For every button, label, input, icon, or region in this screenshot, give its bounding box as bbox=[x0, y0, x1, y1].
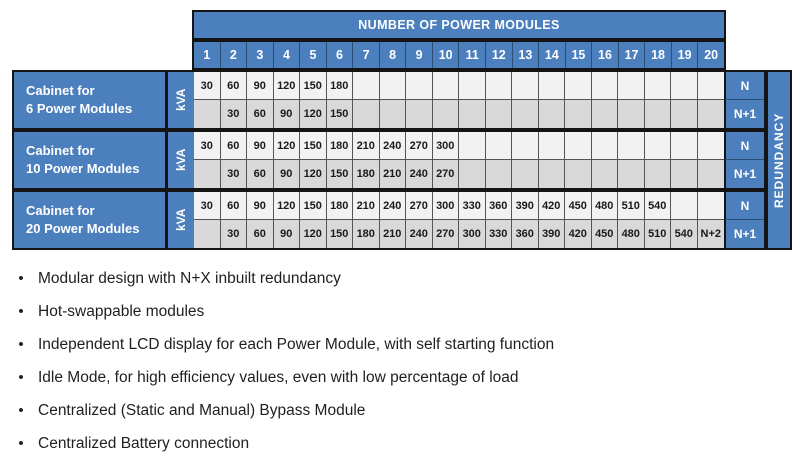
kva-value-cell bbox=[671, 132, 698, 160]
list-item bbox=[10, 394, 792, 427]
bullet-icon: • bbox=[18, 270, 24, 287]
table-header: NUMBER OF POWER MODULES bbox=[192, 10, 726, 40]
kva-value-cell: 120 bbox=[274, 72, 301, 100]
kva-value-cell bbox=[671, 192, 698, 220]
kva-value-cell bbox=[645, 132, 672, 160]
kva-value-cell bbox=[618, 72, 645, 100]
kva-value-cell: 270 bbox=[406, 192, 433, 220]
column-header: 16 bbox=[592, 42, 619, 68]
kva-value-cell bbox=[565, 72, 592, 100]
kva-value-cell: 330 bbox=[459, 192, 486, 220]
kva-value-cell: 240 bbox=[406, 160, 433, 188]
kva-value-cell bbox=[645, 100, 672, 128]
kva-unit-label: kVA bbox=[166, 192, 194, 248]
kva-value-cell bbox=[671, 100, 698, 128]
column-header: 12 bbox=[486, 42, 513, 68]
kva-value-cell bbox=[512, 100, 539, 128]
kva-value-cell: 540 bbox=[671, 220, 698, 248]
list-item bbox=[10, 361, 792, 394]
kva-value-cell bbox=[671, 160, 698, 188]
kva-value-cell: 120 bbox=[274, 192, 301, 220]
bullet-icon: • bbox=[18, 303, 24, 320]
kva-value-cell bbox=[592, 100, 619, 128]
kva-value-cell: 480 bbox=[618, 220, 645, 248]
kva-value-cell: 150 bbox=[300, 192, 327, 220]
kva-value-cell bbox=[486, 100, 513, 128]
kva-value-cell: 30 bbox=[221, 100, 248, 128]
kva-value-cell bbox=[353, 100, 380, 128]
kva-value-cell: 90 bbox=[274, 100, 301, 128]
feature-text: Modular design with N+X inbuilt redundancy bbox=[38, 269, 341, 287]
cabinet-label-line1: Cabinet for bbox=[26, 143, 95, 158]
cabinet-group bbox=[12, 70, 766, 130]
kva-value-cell: 510 bbox=[618, 192, 645, 220]
kva-value-cell bbox=[380, 100, 407, 128]
kva-value-cell: 30 bbox=[221, 160, 248, 188]
redundancy-cell: N bbox=[724, 132, 764, 160]
column-header: 20 bbox=[704, 48, 719, 62]
kva-value-cell bbox=[592, 160, 619, 188]
kva-value-cell: 420 bbox=[565, 220, 592, 248]
cabinet-label-line2: 6 Power Modules bbox=[26, 101, 133, 116]
kva-value-cell: 210 bbox=[380, 220, 407, 248]
kva-value-cell: 120 bbox=[300, 160, 327, 188]
kva-value-cell bbox=[512, 132, 539, 160]
kva-value-cell bbox=[433, 72, 460, 100]
kva-value-cell: 270 bbox=[433, 160, 460, 188]
kva-value-cell: 450 bbox=[592, 220, 619, 248]
kva-value-cell: 330 bbox=[486, 220, 513, 248]
bullet-icon: • bbox=[18, 435, 24, 452]
kva-value-cell: 210 bbox=[353, 192, 380, 220]
kva-value-cell: 120 bbox=[274, 132, 301, 160]
table-body bbox=[12, 70, 766, 250]
kva-value-cell bbox=[459, 132, 486, 160]
bullet-icon: • bbox=[18, 369, 24, 386]
kva-value-cell: 210 bbox=[380, 160, 407, 188]
kva-value-cell bbox=[539, 160, 566, 188]
kva-value-cell: 60 bbox=[247, 220, 274, 248]
feature-text: Hot-swappable modules bbox=[38, 302, 205, 320]
kva-value-cell bbox=[539, 100, 566, 128]
kva-value-cell bbox=[486, 72, 513, 100]
kva-value-cell: 180 bbox=[353, 220, 380, 248]
kva-value-cell bbox=[194, 220, 221, 248]
kva-value-cell: 510 bbox=[645, 220, 672, 248]
kva-value-cell: 150 bbox=[300, 132, 327, 160]
kva-value-cell: 240 bbox=[406, 220, 433, 248]
cabinet-label-line1: Cabinet for bbox=[26, 83, 95, 98]
kva-value-cell: 30 bbox=[221, 220, 248, 248]
column-header: 6 bbox=[327, 42, 354, 68]
cabinet-group bbox=[12, 130, 766, 190]
kva-value-cell: 90 bbox=[247, 132, 274, 160]
kva-value-cell: 90 bbox=[247, 192, 274, 220]
kva-unit-label: kVA bbox=[166, 132, 194, 188]
column-header: 2 bbox=[221, 42, 248, 68]
kva-value-cell: 540 bbox=[645, 192, 672, 220]
column-header: 5 bbox=[300, 42, 327, 68]
kva-value-cell: 240 bbox=[380, 192, 407, 220]
list-item bbox=[10, 295, 792, 328]
kva-value-cell: N+2 bbox=[698, 220, 725, 248]
kva-value-cell bbox=[618, 160, 645, 188]
column-header: 14 bbox=[539, 42, 566, 68]
kva-value-cell bbox=[486, 160, 513, 188]
kva-value-cell: 300 bbox=[433, 192, 460, 220]
kva-value-cell bbox=[645, 72, 672, 100]
kva-value-cell: 180 bbox=[327, 72, 354, 100]
kva-value-cell bbox=[512, 72, 539, 100]
feature-text: Idle Mode, for high efficiency values, even with low percentage of load bbox=[38, 368, 519, 386]
bullet-icon: • bbox=[18, 402, 24, 419]
column-header: 7 bbox=[353, 42, 380, 68]
kva-value-cell bbox=[645, 160, 672, 188]
cabinet-label bbox=[14, 192, 166, 248]
kva-value-cell bbox=[698, 100, 725, 128]
kva-value-cell: 390 bbox=[539, 220, 566, 248]
column-header: 11 bbox=[459, 42, 486, 68]
kva-value-cell: 270 bbox=[433, 220, 460, 248]
column-header: 15 bbox=[566, 42, 593, 68]
kva-value-cell bbox=[565, 100, 592, 128]
list-item bbox=[10, 328, 792, 361]
kva-value-cell: 180 bbox=[327, 132, 354, 160]
kva-value-cell: 90 bbox=[274, 220, 301, 248]
kva-value-cell bbox=[592, 72, 619, 100]
kva-value-cell bbox=[565, 160, 592, 188]
feature-text: Centralized (Static and Manual) Bypass Module bbox=[38, 401, 366, 419]
kva-value-cell bbox=[618, 100, 645, 128]
column-header: 3 bbox=[247, 42, 274, 68]
kva-value-cell bbox=[698, 132, 725, 160]
redundancy-cell: N+1 bbox=[724, 160, 764, 188]
redundancy-column-label: REDUNDANCY bbox=[766, 70, 792, 250]
kva-value-cell bbox=[698, 160, 725, 188]
kva-value-cell: 150 bbox=[300, 72, 327, 100]
kva-value-cell: 60 bbox=[221, 192, 248, 220]
kva-value-cell bbox=[353, 72, 380, 100]
cabinet-label-line2: 20 Power Modules bbox=[26, 221, 140, 236]
kva-value-cell bbox=[459, 100, 486, 128]
list-item bbox=[10, 262, 792, 295]
kva-value-cell bbox=[698, 72, 725, 100]
redundancy-cell: N+1 bbox=[724, 220, 764, 248]
kva-value-cell bbox=[539, 132, 566, 160]
number-columns-row bbox=[192, 40, 726, 70]
kva-value-cell bbox=[592, 132, 619, 160]
column-header: 8 bbox=[380, 42, 407, 68]
kva-value-cell bbox=[512, 160, 539, 188]
kva-value-cell bbox=[406, 72, 433, 100]
column-header: 13 bbox=[513, 42, 540, 68]
kva-value-cell bbox=[459, 160, 486, 188]
list-item bbox=[10, 427, 792, 460]
kva-value-cell bbox=[459, 72, 486, 100]
kva-value-cell bbox=[565, 132, 592, 160]
kva-value-cell: 480 bbox=[592, 192, 619, 220]
kva-value-cell bbox=[671, 72, 698, 100]
column-header: 19 bbox=[672, 42, 699, 68]
kva-value-cell: 30 bbox=[194, 192, 221, 220]
column-header: 18 bbox=[645, 42, 672, 68]
kva-value-cell: 240 bbox=[380, 132, 407, 160]
kva-value-cell bbox=[406, 100, 433, 128]
kva-value-cell: 300 bbox=[459, 220, 486, 248]
kva-value-cell bbox=[433, 100, 460, 128]
column-header: 17 bbox=[619, 42, 646, 68]
kva-value-cell bbox=[486, 132, 513, 160]
feature-text: Centralized Battery connection bbox=[38, 434, 250, 452]
kva-value-cell: 60 bbox=[247, 100, 274, 128]
kva-value-cell bbox=[380, 72, 407, 100]
redundancy-cell: N+1 bbox=[724, 100, 764, 128]
column-header: 10 bbox=[433, 42, 460, 68]
kva-value-cell: 30 bbox=[194, 72, 221, 100]
bullet-icon: • bbox=[18, 336, 24, 353]
kva-value-cell: 120 bbox=[300, 100, 327, 128]
kva-value-cell: 150 bbox=[327, 160, 354, 188]
redundancy-cell: N bbox=[724, 192, 764, 220]
kva-value-cell: 360 bbox=[512, 220, 539, 248]
kva-value-cell: 150 bbox=[327, 100, 354, 128]
kva-value-cell: 300 bbox=[433, 132, 460, 160]
kva-value-cell bbox=[539, 72, 566, 100]
kva-value-cell: 120 bbox=[300, 220, 327, 248]
feature-text: Independent LCD display for each Power Module, with self starting function bbox=[38, 335, 555, 353]
column-header: 1 bbox=[194, 42, 221, 68]
kva-value-cell: 60 bbox=[247, 160, 274, 188]
kva-value-cell: 90 bbox=[247, 72, 274, 100]
kva-value-cell: 210 bbox=[353, 132, 380, 160]
kva-value-cell: 180 bbox=[353, 160, 380, 188]
kva-value-cell bbox=[618, 132, 645, 160]
kva-value-cell: 30 bbox=[194, 132, 221, 160]
cabinet-group bbox=[12, 190, 766, 250]
features-list bbox=[10, 262, 792, 460]
cabinet-label bbox=[14, 72, 166, 128]
kva-value-cell: 90 bbox=[274, 160, 301, 188]
kva-value-cell bbox=[194, 160, 221, 188]
kva-value-cell: 60 bbox=[221, 132, 248, 160]
cabinet-label-line2: 10 Power Modules bbox=[26, 161, 140, 176]
kva-value-cell: 360 bbox=[486, 192, 513, 220]
column-header: 9 bbox=[406, 42, 433, 68]
kva-value-cell: 450 bbox=[565, 192, 592, 220]
cabinet-label-line1: Cabinet for bbox=[26, 203, 95, 218]
kva-value-cell: 270 bbox=[406, 132, 433, 160]
kva-value-cell bbox=[698, 192, 725, 220]
kva-value-cell: 180 bbox=[327, 192, 354, 220]
kva-value-cell bbox=[194, 100, 221, 128]
redundancy-cell: N bbox=[724, 72, 764, 100]
column-header: 4 bbox=[274, 42, 301, 68]
kva-value-cell: 390 bbox=[512, 192, 539, 220]
kva-unit-label: kVA bbox=[166, 72, 194, 128]
cabinet-label bbox=[14, 132, 166, 188]
kva-value-cell: 420 bbox=[539, 192, 566, 220]
kva-value-cell: 150 bbox=[327, 220, 354, 248]
kva-value-cell: 60 bbox=[221, 72, 248, 100]
